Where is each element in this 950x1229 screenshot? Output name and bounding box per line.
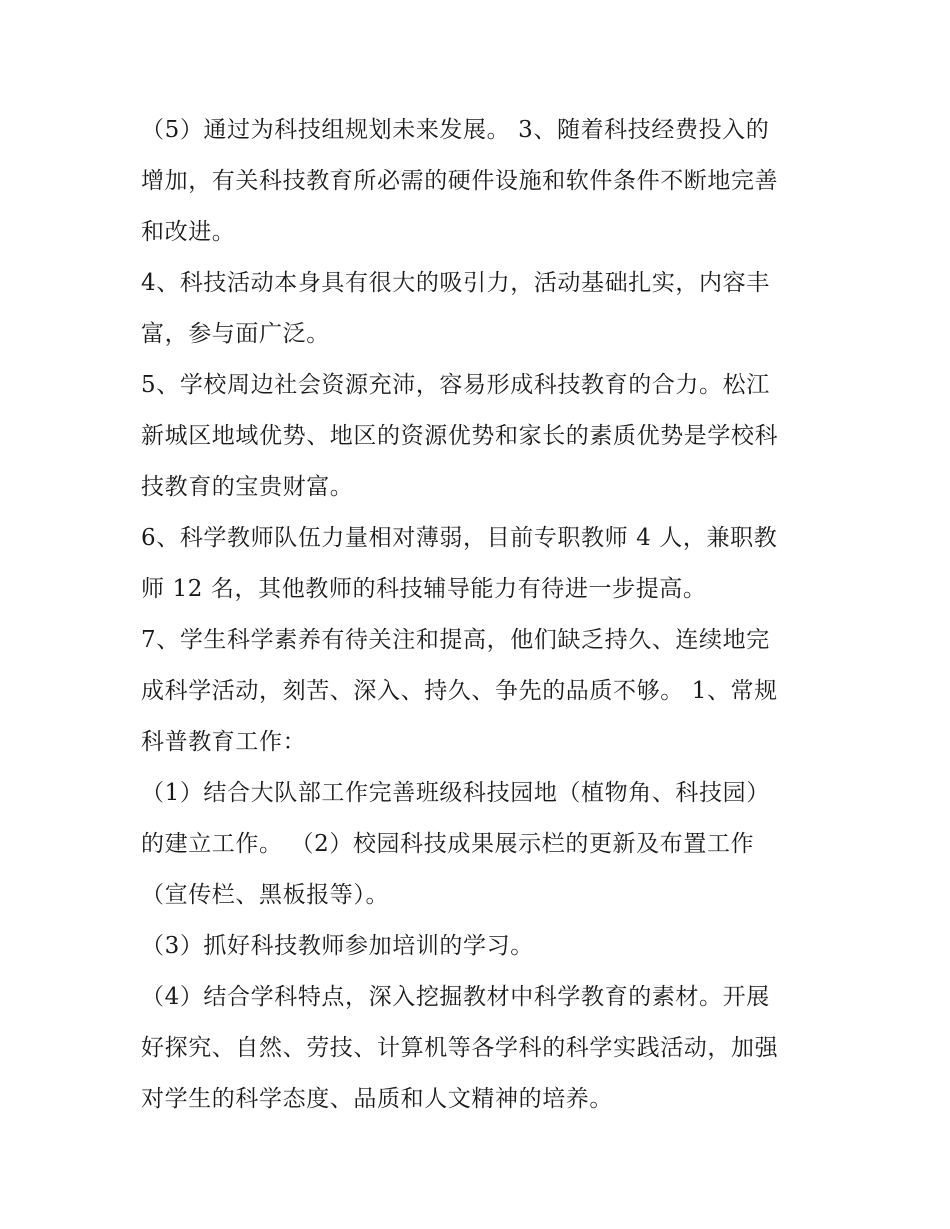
text-line: 科普教育工作：: [141, 729, 307, 755]
text-line: （4）结合学科特点，深入挖掘教材中科学教育的素材。开展: [141, 984, 770, 1010]
text-line: 的建立工作。 （2）校园科技成果展示栏的更新及布置工作: [141, 831, 755, 857]
text-line: 5、学校周边社会资源充沛，容易形成科技教育的合力。松江: [141, 372, 770, 398]
text-line: 富，参与面广泛。: [141, 321, 330, 347]
text-line: （1）结合大队部工作完善班级科技园地（植物角、科技园）: [141, 780, 770, 806]
text-line: 6、科学教师队伍力量相对薄弱，目前专职教师 4 人，兼职教: [141, 525, 778, 551]
text-line: 师 12 名，其他教师的科技辅导能力有待进一步提高。: [141, 576, 707, 602]
text-line: （5）通过为科技组规划未来发展。 3、随着科技经费投入的: [141, 117, 770, 143]
text-line: 和改进。: [141, 219, 236, 245]
text-line: 7、学生科学素养有待关注和提高，他们缺乏持久、连续地完: [141, 627, 770, 653]
text-line: （宣传栏、黑板报等）。: [141, 882, 390, 908]
text-line: （3）抓好科技教师参加培训的学习。: [141, 933, 534, 959]
text-line: 对学生的科学态度、品质和人文精神的培养。: [141, 1086, 613, 1112]
text-line: 新城区地域优势、地区的资源优势和家长的素质优势是学校科: [141, 423, 779, 449]
text-line: 好探究、自然、劳技、计算机等各学科的科学实践活动，加强: [141, 1035, 779, 1061]
document-body: [141, 105, 821, 1125]
text-line: 技教育的宝贵财富。: [141, 474, 354, 500]
text-line: 成科学活动，刻苦、深入、持久、争先的品质不够。 1、常规: [141, 678, 778, 704]
text-line: 增加，有关科技教育所必需的硬件设施和软件条件不断地完善: [141, 168, 779, 194]
text-line: 4、科技活动本身具有很大的吸引力，活动基础扎实，内容丰: [141, 270, 770, 296]
